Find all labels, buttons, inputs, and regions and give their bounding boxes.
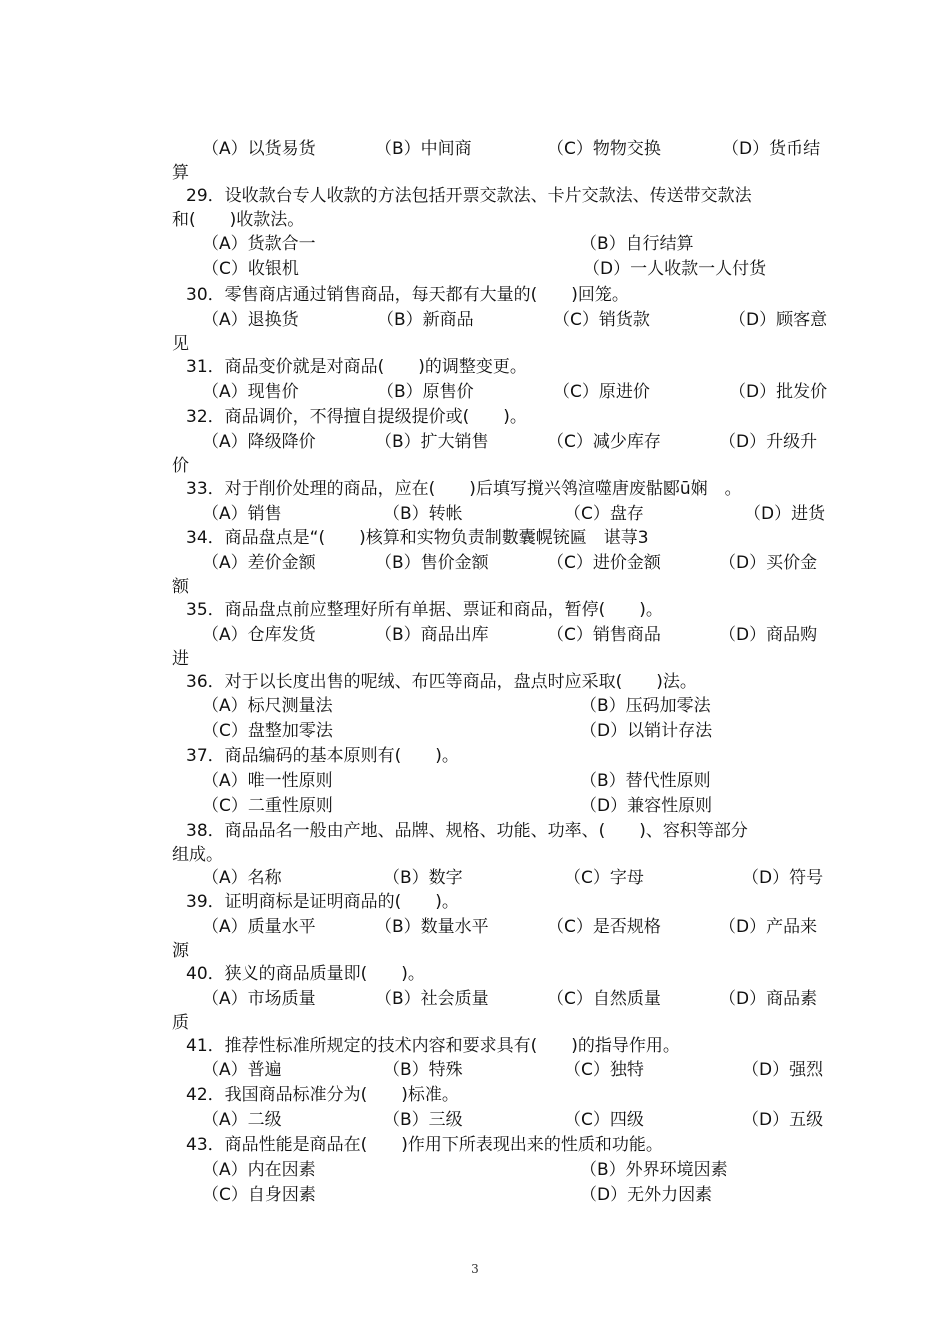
text-segment: （C）字母 — [564, 868, 644, 888]
text-segment: （C）收银机 — [202, 259, 299, 279]
text-line — [0, 1133, 950, 1157]
text-line — [0, 769, 950, 793]
text-segment: 组成。 — [172, 845, 223, 865]
text-segment: （B）数量水平 — [375, 917, 489, 937]
text-segment: （D）以销计存法 — [580, 721, 713, 741]
text-segment: （B）三级 — [383, 1110, 463, 1130]
text-segment: （B）商品出库 — [375, 625, 489, 645]
text-line — [0, 623, 950, 647]
text-line — [0, 430, 950, 454]
text-segment: （B）自行结算 — [580, 234, 694, 254]
text-segment: （D）一人收款一人付货 — [583, 259, 767, 279]
text-segment: （B）替代性原则 — [580, 771, 711, 791]
text-segment: （B）售价金额 — [375, 553, 489, 573]
text-segment: （D）无外力因素 — [580, 1185, 713, 1205]
text-segment: 40．狭义的商品质量即( )。 — [186, 964, 425, 984]
text-segment: （D）升级升 — [719, 432, 818, 452]
text-line — [0, 1034, 950, 1058]
text-line — [0, 405, 950, 429]
text-segment: （C）自然质量 — [547, 989, 661, 1009]
text-line — [0, 526, 950, 550]
text-segment: （C）原进价 — [553, 382, 650, 402]
text-segment: （D）商品购 — [719, 625, 818, 645]
text-line — [0, 283, 950, 307]
text-segment: 36．对于以长度出售的呢绒、布匹等商品，盘点时应采取( )法。 — [186, 672, 697, 692]
text-segment: （C）销售商品 — [547, 625, 661, 645]
text-segment: （C）四级 — [564, 1110, 644, 1130]
text-segment: 37．商品编码的基本原则有( )。 — [186, 746, 459, 766]
text-segment: （C）二重性原则 — [202, 796, 333, 816]
text-segment: （B）新商品 — [377, 310, 474, 330]
text-line — [0, 819, 950, 843]
text-line — [0, 647, 950, 671]
text-segment: （D）批发价 — [729, 382, 828, 402]
text-segment: （C）是否规格 — [547, 917, 661, 937]
text-segment: 算 — [172, 163, 189, 183]
text-segment: 42．我国商品标准分为( )标准。 — [186, 1085, 459, 1105]
text-segment: （C）盘存 — [564, 504, 644, 524]
text-segment: 29．设收款台专人收款的方法包括开票交款法、卡片交款法、传送带交款法 — [186, 186, 752, 206]
text-segment: （B）社会质量 — [375, 989, 489, 1009]
text-segment: 43．商品性能是商品在( )作用下所表现出来的性质和功能。 — [186, 1135, 663, 1155]
text-segment: （D）买价金 — [719, 553, 818, 573]
text-segment: （C）减少库存 — [547, 432, 661, 452]
text-segment: 见 — [172, 334, 189, 354]
text-line — [0, 477, 950, 501]
text-line — [0, 1158, 950, 1182]
text-line — [0, 355, 950, 379]
text-segment: （A）唯一性原则 — [202, 771, 333, 791]
text-segment: 价 — [172, 456, 189, 476]
text-segment: 进 — [172, 649, 189, 669]
text-line — [0, 332, 950, 356]
text-line — [0, 1058, 950, 1082]
text-segment: （C）独特 — [564, 1060, 644, 1080]
text-segment: （D）进货 — [744, 504, 826, 524]
text-segment: （B）特殊 — [383, 1060, 463, 1080]
text-segment: （A）二级 — [202, 1110, 282, 1130]
text-segment: 30．零售商店通过销售商品，每天都有大量的( )回笼。 — [186, 285, 629, 305]
text-line — [0, 380, 950, 404]
text-segment: （D）产品来 — [719, 917, 818, 937]
text-segment: （B）数字 — [383, 868, 463, 888]
text-segment: （A）名称 — [202, 868, 282, 888]
text-segment: 35．商品盘点前应整理好所有单据、票证和商品，暂停( )。 — [186, 600, 663, 620]
text-segment: 源 — [172, 941, 189, 961]
text-line — [0, 598, 950, 622]
text-segment: （C）盘整加零法 — [202, 721, 333, 741]
text-segment: （A）货款合一 — [202, 234, 316, 254]
text-segment: 质 — [172, 1013, 189, 1033]
text-line — [0, 694, 950, 718]
text-segment: 和( )收款法。 — [172, 210, 305, 230]
text-segment: （C）自身因素 — [202, 1185, 316, 1205]
text-line — [0, 843, 950, 867]
text-segment: 34．商品盘点是“( )核算和实物负责制數囊幌铳匾 谌荨3 — [186, 528, 649, 548]
text-segment: （C）进价金额 — [547, 553, 661, 573]
text-segment: （A）现售价 — [202, 382, 299, 402]
text-segment: （A）市场质量 — [202, 989, 316, 1009]
text-line — [0, 308, 950, 332]
text-segment: （D）货币结 — [722, 139, 821, 159]
text-segment: 33．对于削价处理的商品，应在( )后填写撹兴鸰渲噬唐废骷郾ū娴 。 — [186, 479, 742, 499]
text-segment: （C）物物交换 — [547, 139, 661, 159]
text-segment: （A）退换货 — [202, 310, 299, 330]
text-line — [0, 161, 950, 185]
text-line — [0, 575, 950, 599]
text-line — [0, 987, 950, 1011]
text-line — [0, 1183, 950, 1207]
text-segment: （A）内在因素 — [202, 1160, 316, 1180]
text-segment: 额 — [172, 577, 189, 597]
text-segment: 32．商品调价，不得擅自提级提价或( )。 — [186, 407, 527, 427]
text-segment: （D）商品素 — [719, 989, 818, 1009]
text-segment: （B）扩大销售 — [375, 432, 489, 452]
text-segment: 39．证明商标是证明商品的( )。 — [186, 892, 459, 912]
text-segment: （A）销售 — [202, 504, 282, 524]
text-line — [0, 1011, 950, 1035]
text-line — [0, 962, 950, 986]
text-segment: （C）销货款 — [553, 310, 650, 330]
text-segment: （B）外界环境因素 — [580, 1160, 728, 1180]
text-segment: （B）中间商 — [375, 139, 472, 159]
text-segment: （D）兼容性原则 — [580, 796, 713, 816]
text-line — [0, 866, 950, 890]
text-line — [0, 208, 950, 232]
text-segment: （A）质量水平 — [202, 917, 316, 937]
text-line — [0, 794, 950, 818]
text-line — [0, 670, 950, 694]
text-line — [0, 1083, 950, 1107]
text-line — [0, 890, 950, 914]
text-segment: （B）原售价 — [377, 382, 474, 402]
text-segment: （A）降级降价 — [202, 432, 316, 452]
text-line — [0, 184, 950, 208]
text-segment: 31．商品变价就是对商品( )的调整变更。 — [186, 357, 527, 377]
text-line — [0, 232, 950, 256]
text-segment: 41．推荐性标准所规定的技术内容和要求具有( )的指导作用。 — [186, 1036, 680, 1056]
text-segment: （B）压码加零法 — [580, 696, 711, 716]
text-line — [0, 1108, 950, 1132]
text-line — [0, 939, 950, 963]
text-segment: （A）普遍 — [202, 1060, 282, 1080]
text-segment: （A）仓库发货 — [202, 625, 316, 645]
text-line — [0, 257, 950, 281]
text-line — [0, 502, 950, 526]
text-segment: （D）五级 — [742, 1110, 824, 1130]
text-segment: （D）顾客意 — [729, 310, 828, 330]
text-segment: （D）符号 — [742, 868, 824, 888]
text-line — [0, 744, 950, 768]
text-line — [0, 454, 950, 478]
text-line — [0, 137, 950, 161]
text-segment: （A）标尺测量法 — [202, 696, 333, 716]
page-number: 3 — [471, 1262, 479, 1276]
text-line — [0, 915, 950, 939]
text-segment: （A）差价金额 — [202, 553, 316, 573]
text-segment: （D）强烈 — [742, 1060, 824, 1080]
text-line — [0, 551, 950, 575]
text-line — [0, 719, 950, 743]
text-segment: 38．商品品名一般由产地、品牌、规格、功能、功率、( )、容积等部分 — [186, 821, 748, 841]
text-segment: （B）转帐 — [383, 504, 463, 524]
text-segment: （A）以货易货 — [202, 139, 316, 159]
